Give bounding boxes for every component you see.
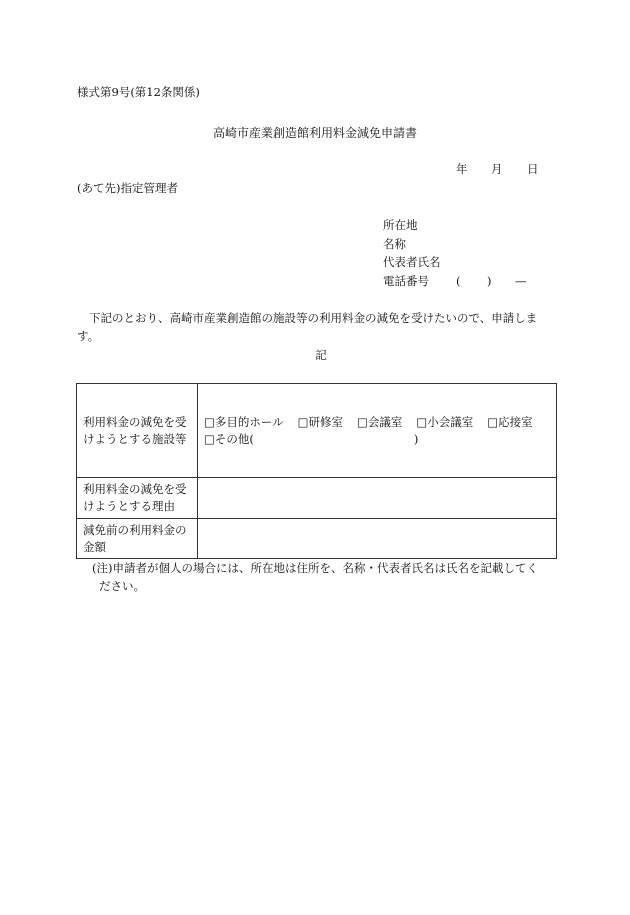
reason-value[interactable]	[198, 478, 557, 519]
facility-label: 利用料金の減免を受けようとする施設等	[77, 384, 198, 478]
option-multipurpose-hall[interactable]: □多目的ホール	[204, 414, 284, 429]
page-title: 高崎市産業創造館利用料金減免申請書	[212, 126, 417, 140]
date-day: 日	[527, 162, 539, 176]
footnote	[92, 560, 562, 596]
reason-row	[77, 478, 557, 519]
reason-label: 利用料金の減免を受けようとする理由	[77, 478, 198, 519]
date-year: 年	[456, 162, 468, 176]
date-month: 月	[491, 162, 503, 176]
addressee: (あて先)指定管理者	[77, 181, 178, 195]
facility-options	[198, 384, 557, 478]
amount-value[interactable]	[198, 519, 557, 559]
amount-label: 減免前の利用料金の金額	[77, 519, 198, 559]
form-number: 様式第9号(第12条関係)	[77, 85, 200, 99]
option-other[interactable]: □その他(	[204, 431, 254, 446]
footnote-line2: ださい。	[99, 578, 145, 593]
option-small-meeting-room[interactable]: □小会議室	[416, 414, 474, 429]
option-reception-room[interactable]: □応接室	[487, 414, 533, 429]
phone-open-paren: (	[456, 274, 461, 288]
ki-heading: 記	[315, 348, 327, 362]
option-other-close: )	[413, 431, 419, 446]
phone-close-paren: )	[487, 274, 492, 288]
footnote-line1: (注)申請者が個人の場合には、所在地は住所を、名称・代表者氏名は氏名を記載してく	[92, 561, 538, 575]
body-text: 下記のとおり、高崎市産業創造館の施設等の利用料金の減免を受けたいので、申請します。	[77, 311, 538, 343]
facility-options-line1	[204, 414, 550, 431]
amount-row	[77, 519, 557, 559]
applicant-phone-label: 電話番号	[383, 274, 429, 288]
facility-options-line2	[204, 431, 550, 448]
phone-dash: —	[515, 274, 527, 288]
application-table	[76, 383, 557, 559]
applicant-name-label: 名称	[383, 237, 406, 251]
applicant-representative-label: 代表者氏名	[383, 255, 441, 269]
facility-row	[77, 384, 557, 478]
option-meeting-room[interactable]: □会議室	[357, 414, 403, 429]
applicant-address-label: 所在地	[383, 218, 418, 232]
option-training-room[interactable]: □研修室	[297, 414, 344, 429]
